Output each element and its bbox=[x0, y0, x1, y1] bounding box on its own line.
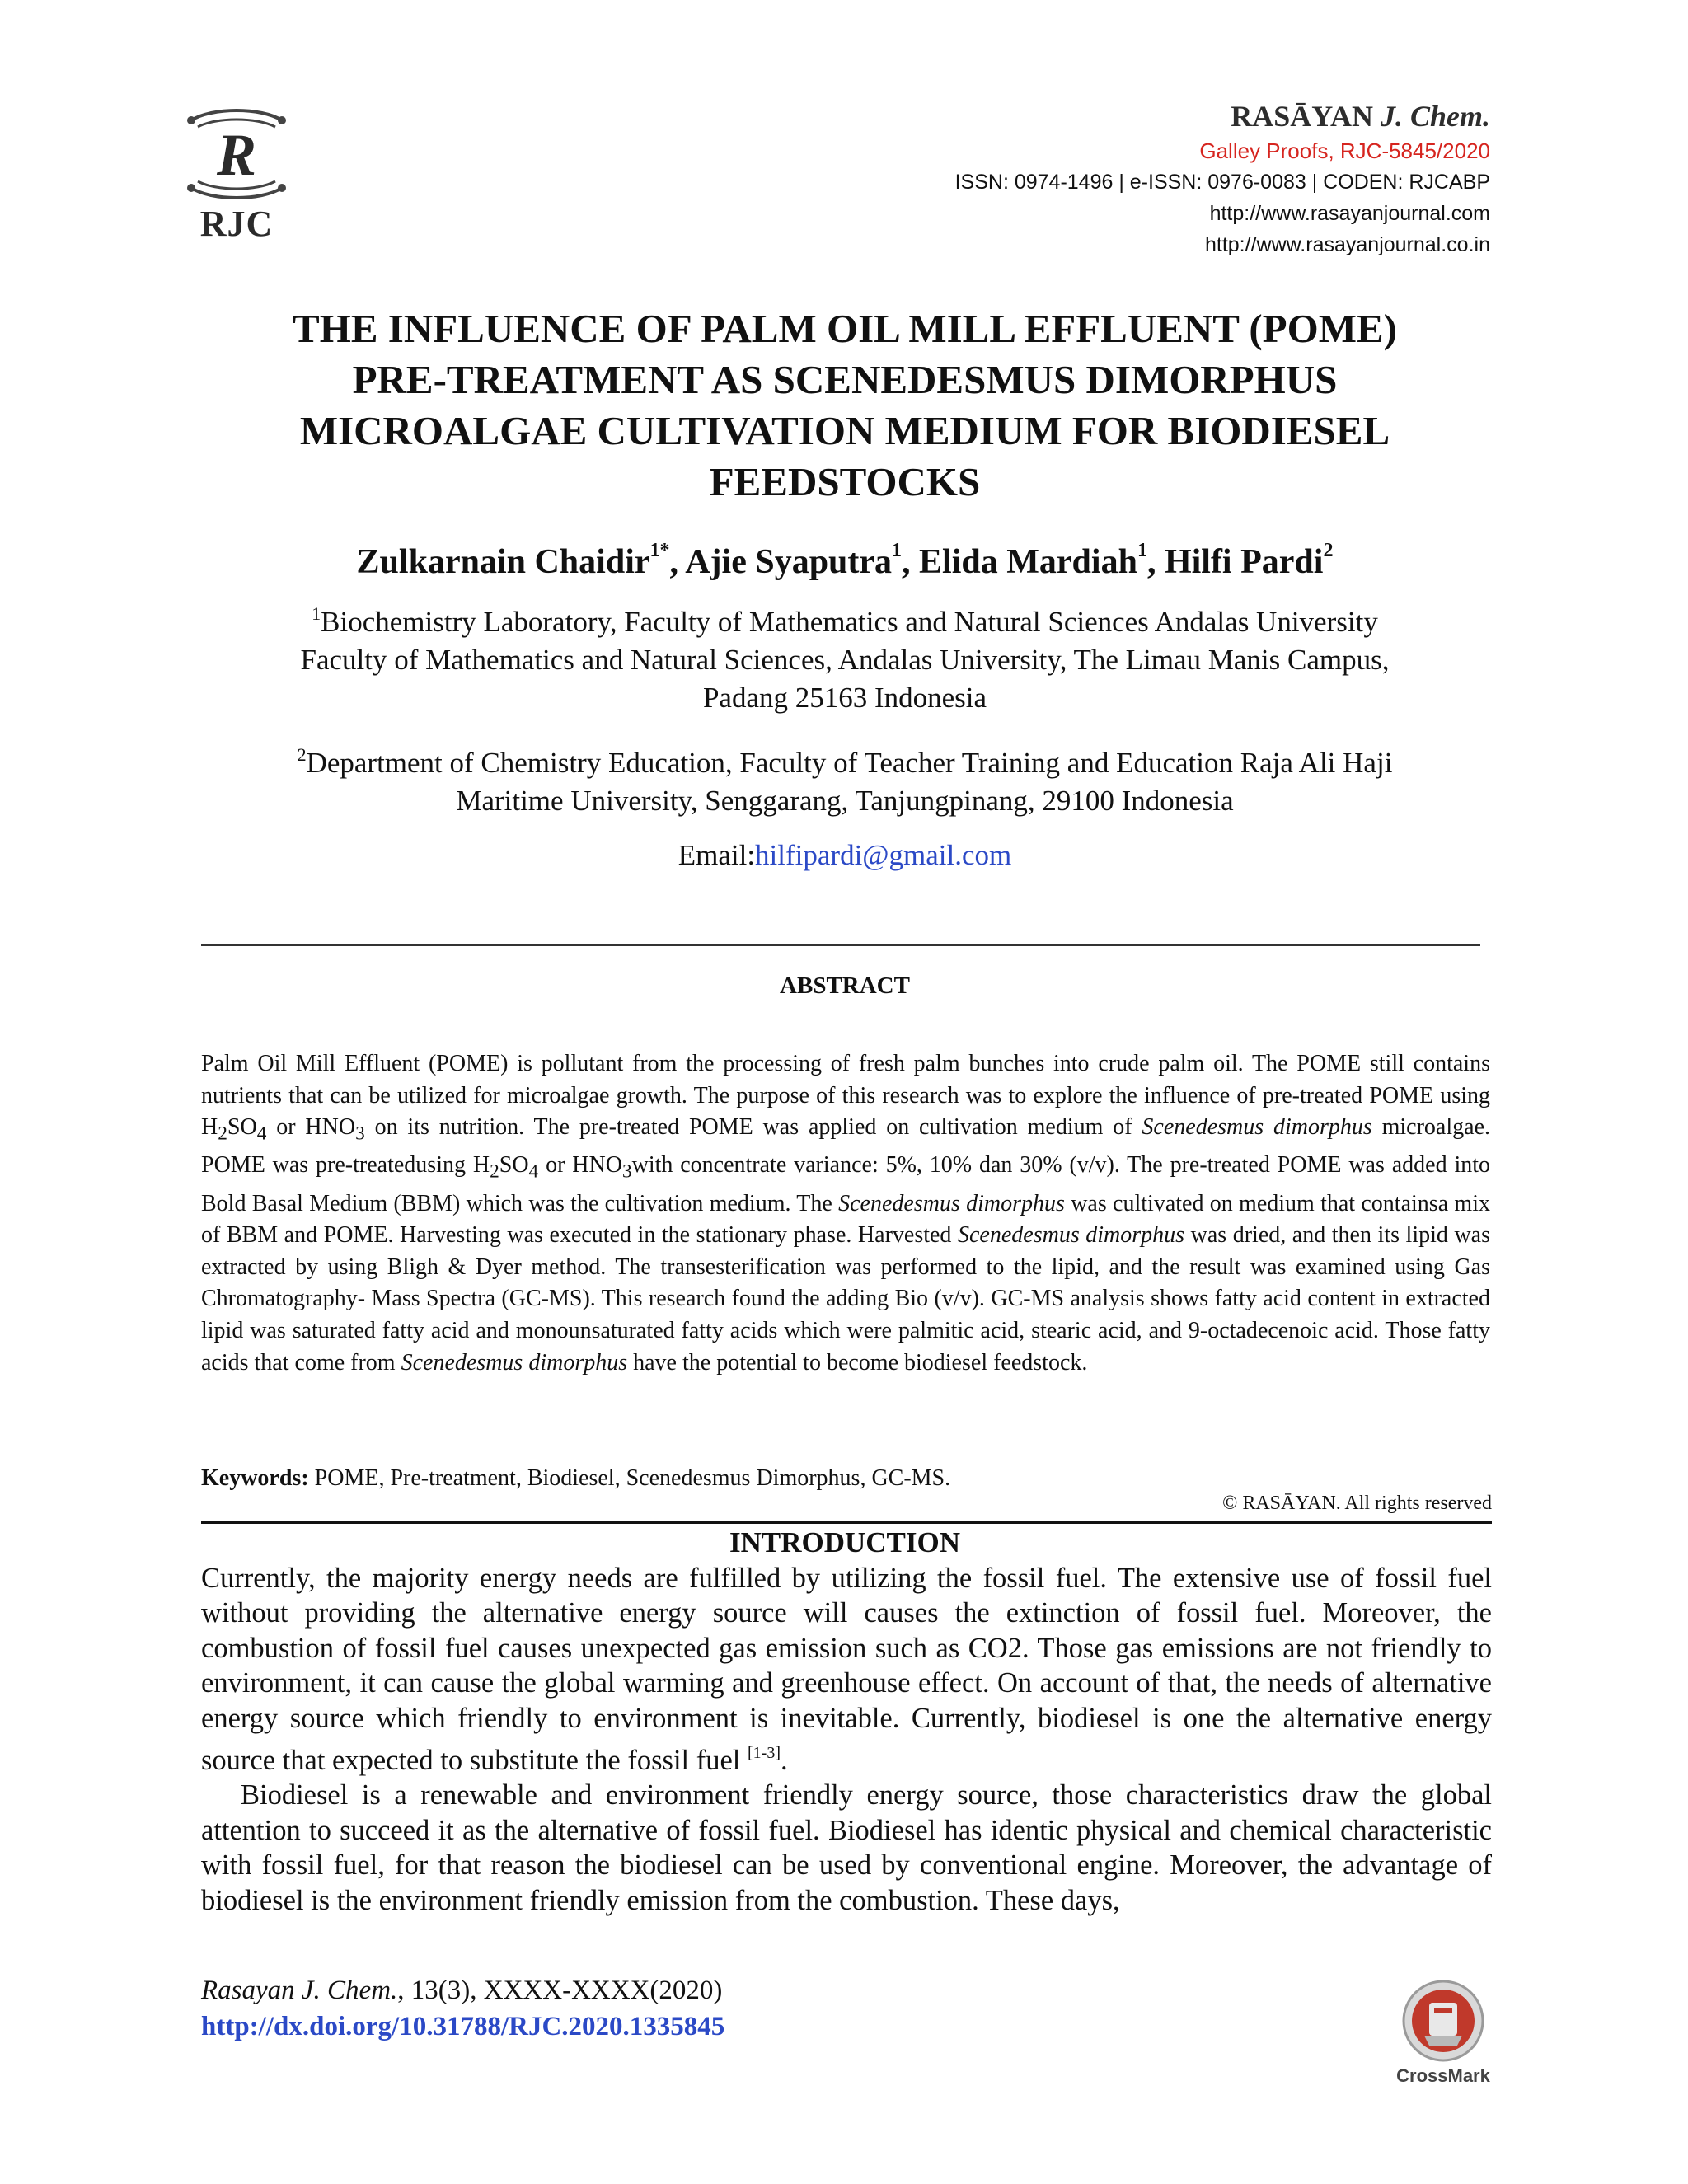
keywords-text: POME, Pre-treatment, Biodiesel, Scenedesmus Dimorphus, GC-MS. bbox=[314, 1465, 951, 1491]
chem-subscript: 2 bbox=[218, 1122, 227, 1145]
title-line: MICROALGAE CULTIVATION MEDIUM FOR BIODIESEL bbox=[299, 408, 1390, 453]
footer-journal: Rasayan J. Chem. bbox=[201, 1975, 398, 2005]
rjc-logo-emblem bbox=[183, 105, 290, 203]
journal-name-main: RASĀYAN bbox=[1231, 100, 1373, 133]
chem-formula: SO bbox=[227, 1114, 257, 1141]
species-name: Scenedesmus dimorphus bbox=[1142, 1114, 1372, 1141]
footer-citation bbox=[201, 1972, 724, 2045]
affiliation-mark: 2 bbox=[297, 744, 307, 765]
paragraph-text: . bbox=[780, 1745, 788, 1777]
introduction-body bbox=[201, 1561, 1492, 1918]
paragraph-text: Currently, the majority energy needs are fulfilled by utilizing the fossil fuel. The extensive use of fossil fuel without providing the alternative energy source will causes the extinction of fossil fuel. Moreover, the combustion of fossil fuel causes unexpected gas emission such as CO2. Those gas emissions are not friendly to environment, it can cause the global warming and greenhouse effect. On account of that, the needs of alternative energy source which friendly to environment is inevitable. Currently, biodiesel is one the alternative energy source that expected to substitute the fossil fuel bbox=[201, 1563, 1492, 1777]
affiliation-line: Biochemistry Laboratory, Faculty of Mathematics and Natural Sciences Andalas University bbox=[321, 606, 1378, 638]
journal-name-suffix: J. Chem. bbox=[1380, 100, 1490, 133]
crossmark-label: CrossMark bbox=[1396, 2065, 1490, 2086]
abstract-segment: was cultivated on medium that containsa mix of BBM and POME. Harvesting was executed in the stationary phase. Harvested bbox=[201, 1190, 1490, 1249]
corresponding-email bbox=[198, 837, 1492, 874]
footer-volume: , 13(3), XXXX-XXXX(2020) bbox=[397, 1975, 723, 2005]
citation-ref: [1-3] bbox=[748, 1744, 781, 1763]
title-line: PRE-TREATMENT AS SCENEDESMUS DIMORPHUS bbox=[352, 357, 1338, 402]
email-label: Email: bbox=[678, 839, 756, 871]
journal-header bbox=[955, 97, 1490, 260]
keywords bbox=[201, 1463, 950, 1494]
svg-text:R: R bbox=[216, 122, 257, 188]
rjc-logo bbox=[183, 105, 290, 244]
crossmark-icon bbox=[1391, 1976, 1495, 2065]
affiliation-mark: 1 bbox=[312, 603, 321, 624]
chem-subscript: 4 bbox=[528, 1160, 539, 1183]
chem-formula: H bbox=[201, 1114, 218, 1141]
author-separator: , bbox=[902, 543, 920, 581]
author-separator: , bbox=[1146, 543, 1165, 581]
abstract-segment: with concentrate variance: 5%, 10% dan 30% (v/v). The pre-treated POME was added into Bold Basal Medium (BBM) which was the cultivation medium. The bbox=[201, 1152, 1491, 1216]
abstract-segment: have the potential to become biodiesel feedstock. bbox=[627, 1349, 1088, 1376]
author-affil-mark: 1* bbox=[649, 540, 670, 561]
divider-line bbox=[201, 944, 1480, 946]
affiliation-2 bbox=[198, 736, 1492, 820]
author-name: Elida Mardiah bbox=[919, 543, 1137, 581]
author-affil-mark: 1 bbox=[1137, 540, 1147, 561]
crossmark-badge[interactable] bbox=[1391, 1976, 1495, 2092]
affiliation-1 bbox=[198, 595, 1492, 717]
chem-subscript: 2 bbox=[490, 1160, 499, 1183]
affiliation-line: Faculty of Mathematics and Natural Sciences, Andalas University, The Limau Manis Campus, bbox=[300, 644, 1390, 676]
chem-subscript: 3 bbox=[355, 1122, 365, 1145]
chem-subscript: 3 bbox=[621, 1160, 632, 1183]
chem-formula: H bbox=[472, 1152, 490, 1179]
chem-formula: HNO bbox=[572, 1152, 622, 1179]
abstract-segment: or bbox=[266, 1114, 306, 1141]
abstract-segment: was dried, and then its lipid was extracted by using Bligh & Dyer method. The transesterification was performed to the lipid, and the result was examined using Gas Chromatography- Mass Spectra (GC-MS). This research found the adding Bio (v/v). GC-MS analysis shows fatty acid content in extracted lipid was saturated fatty acid and monounsaturated fatty acids which were palmitic acid, stearic acid, and 9-octadecenoic acid. Those fatty acids that come from bbox=[201, 1222, 1490, 1376]
divider-line bbox=[201, 1521, 1492, 1524]
keywords-label: Keywords: bbox=[201, 1465, 309, 1491]
abstract-text bbox=[201, 1048, 1490, 1379]
author-name: Ajie Syaputra bbox=[685, 543, 893, 581]
logo-text: RJC bbox=[199, 204, 274, 244]
affiliation-line: Padang 25163 Indonesia bbox=[702, 682, 987, 714]
author-name: Hilfi Pardi bbox=[1164, 543, 1324, 581]
chem-subscript: 4 bbox=[256, 1122, 267, 1145]
paper-title bbox=[198, 303, 1492, 508]
species-name: Scenedesmus dimorphus bbox=[838, 1190, 1065, 1216]
chem-formula: SO bbox=[499, 1152, 529, 1179]
species-name: Scenedesmus dimorphus bbox=[957, 1222, 1185, 1249]
species-name: Scenedesmus dimorphus bbox=[401, 1349, 628, 1376]
abstract-segment: microalgae. POME was pre-treatedusing bbox=[201, 1114, 1490, 1179]
journal-url-coin[interactable]: http://www.rasayanjournal.co.in bbox=[1204, 233, 1490, 256]
abstract-heading: ABSTRACT bbox=[780, 972, 910, 999]
galley-proof-label: Galley Proofs, RJC-5845/2020 bbox=[1199, 138, 1490, 163]
author-affil-mark: 2 bbox=[1323, 540, 1334, 561]
paragraph bbox=[201, 1561, 1492, 1778]
author-separator: , bbox=[669, 543, 686, 581]
paragraph bbox=[201, 1778, 1492, 1918]
abstract-segment: or bbox=[538, 1152, 573, 1179]
paragraph-text: Biodiesel is a renewable and environment friendly energy source, those characteristics draw the global attention to succeed it as the alternative of fossil fuel. Biodiesel has identic physical and chemical characteristic with fossil fuel, for that reason the biodiesel can be used by conventional engine. Moreover, the advantage of biodiesel is the environment friendly emission from the combustion. These days, bbox=[201, 1779, 1492, 1916]
doi-link[interactable]: http://dx.doi.org/10.31788/RJC.2020.1335845 bbox=[201, 2012, 725, 2041]
affiliation-line: Department of Chemistry Education, Faculty of Teacher Training and Education Raja Ali Haji bbox=[306, 747, 1393, 779]
title-line: FEEDSTOCKS bbox=[709, 459, 981, 504]
abstract-segment: Palm Oil Mill Effluent (POME) is pollutant from the processing of fresh palm bunches into crude palm oil. The POME still contains nutrients that can be utilized for microalgae growth. The purpose of this research was to explore the influence of pre-treated POME using bbox=[201, 1051, 1490, 1108]
abstract-segment: on its nutrition. The pre-treated POME was applied on cultivation medium of bbox=[364, 1114, 1142, 1141]
copyright-notice: © RASĀYAN. All rights reserved bbox=[1222, 1493, 1492, 1514]
author-name: Zulkarnain Chaidir bbox=[356, 543, 650, 581]
author-list bbox=[198, 527, 1492, 585]
affiliation-line: Maritime University, Senggarang, Tanjungpinang, 29100 Indonesia bbox=[456, 785, 1234, 817]
email-link[interactable]: hilfipardi@gmail.com bbox=[755, 839, 1012, 871]
issn-line: ISSN: 0974-1496 | e-ISSN: 0976-0083 | CODEN: RJCABP bbox=[954, 171, 1490, 194]
journal-name bbox=[955, 97, 1490, 135]
journal-url-com[interactable]: http://www.rasayanjournal.com bbox=[1209, 202, 1490, 225]
introduction-heading: INTRODUCTION bbox=[729, 1526, 961, 1558]
title-line: THE INFLUENCE OF PALM OIL MILL EFFLUENT (POME) bbox=[293, 306, 1397, 351]
chem-formula: HNO bbox=[305, 1114, 356, 1141]
author-affil-mark: 1 bbox=[892, 540, 903, 561]
